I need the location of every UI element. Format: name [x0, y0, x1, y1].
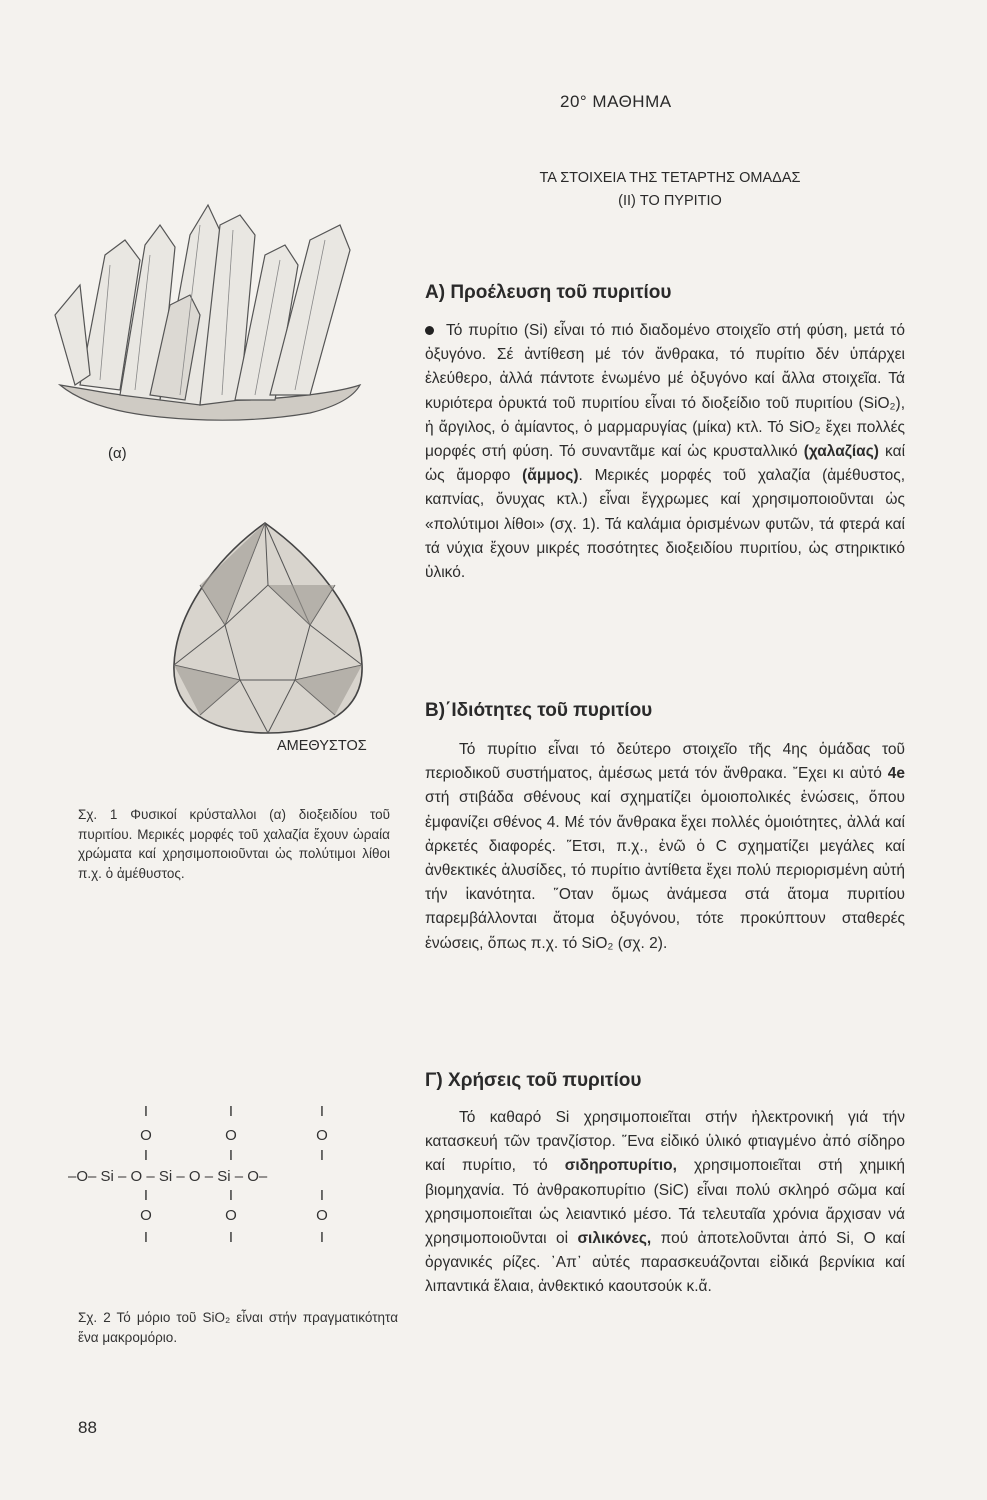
sio2-chain-row: –O– Si – O – Si – O – Si – O– — [68, 1168, 268, 1185]
oxygen-atom: O — [316, 1207, 328, 1224]
amethyst-gem-illustration — [160, 515, 375, 740]
chapter-title: ΤΑ ΣΤΟΙΧΕΙΑ ΤΗΣ ΤΕΤΑΡΤΗΣ ΟΜΑΔΑΣ — [539, 170, 801, 186]
bond: I — [228, 1147, 234, 1164]
bullet-icon — [425, 326, 434, 335]
section-c-heading: Γ) Χρήσεις τοῦ πυριτίου — [425, 1070, 642, 1091]
bond-top: I — [319, 1103, 325, 1120]
quartz-term: (χαλαζίας) — [803, 443, 879, 461]
chapter-subtitle: (II) ΤΟ ΠΥΡΙΤΙΟ — [618, 193, 722, 209]
bond-top: I — [228, 1103, 234, 1120]
section-c-paragraph: Τό καθαρό Si χρησιμοποιεῖται στήν ἠλεκτρονική γιά τήν κατασκευή τῶν τρανζίστορ. ῞Ενα εἰδικό ὑλικό φτιαγμένο ἀπό σίδηρο καί πυρίτιο, τό σιδηροπυρίτιο, χρησιμοποιεῖται στή χημική βιομηχανία. Τό ἀνθρακοπυρίτιο (SiC) εἶναι πολύ σκληρό σῶμα καί χρησιμοποιεῖται ὡς λειαντικό μέσο. Τά τελευταῖα χρόνια ἄρχισαν νά χρησιμοποιοῦνται οἱ σιλικόνες, πού ἀποτελοῦνται ἀπό Si, O καί ὀργανικές ρίζες. ᾽Απ᾽ αὐτές παρασκευάζονται εἰδικά βερνίκια καί λιπαντικά ἔλαια, ἀνθεκτικό καουτσούκ κ.ἄ. — [425, 1109, 906, 1296]
valence-electrons: 4e — [887, 765, 905, 783]
quartz-crystals-illustration — [50, 195, 370, 440]
oxygen-atom: O — [140, 1207, 152, 1224]
oxygen-atom: O — [316, 1127, 328, 1144]
silicones-term: σιλικόνες, — [577, 1230, 652, 1248]
bond: I — [228, 1187, 234, 1204]
bond-bottom: I — [228, 1229, 234, 1246]
bond: I — [319, 1187, 325, 1204]
sio2-structure-diagram — [68, 1100, 398, 1250]
oxygen-atom: O — [225, 1127, 237, 1144]
bond-bottom: I — [143, 1229, 149, 1246]
lesson-title: 20° ΜΑΘΗΜΑ — [560, 92, 672, 111]
bond-top: I — [143, 1103, 149, 1120]
figure2-caption: Σχ. 2 Τό μόριο τοῦ SiO₂ εἶναι στήν πραγματικότητα ἕνα μακρομόριο. — [78, 1310, 398, 1345]
si-unit-3 — [316, 1103, 328, 1246]
ferrosilicon-term: σιδηροπυρίτιο, — [564, 1157, 677, 1175]
bond: I — [143, 1147, 149, 1164]
bond: I — [319, 1147, 325, 1164]
amethyst-label: ΑΜΕΘΥΣΤΟΣ — [277, 738, 367, 754]
figure1-caption: Σχ. 1 Φυσικοί κρύσταλλοι (α) διοξειδίου τοῦ πυριτίου. Μερικές μορφές τοῦ χαλαζία ἔχουν ὡραία χρώματα καί χρησιμοποιοῦνται ὡς πολύτιμοι λίθοι π.χ. ὁ ἀμέθυστος. — [78, 807, 390, 881]
bond: I — [143, 1187, 149, 1204]
oxygen-atom: O — [140, 1127, 152, 1144]
oxygen-atom: O — [225, 1207, 237, 1224]
section-b-paragraph: Τό πυρίτιο εἶναι τό δεύτερο στοιχεῖο τῆς 4ης ὁμάδας τοῦ περιοδικοῦ συστήματος, ἀμέσως μετά τόν ἄνθρακα. ῎Εχει κι αὐτό 4e στή στιβάδα σθένους καί σχηματίζει ὁμοιοπολικές ἑνώσεις, ὅπου ἐμφανίζει σθένος 4. Μέ τόν ἄνθρακα ἔχει πολλές ὁμοιότητες, ἀλλά καί ἀρκετές διαφορές. ῞Ετσι, π.χ., ἐνῶ ὁ C σχηματίζει μεγάλες καί ἀνθεκτικές ἁλυσίδες, τό πυρίτιο ἀντίθετα ἔχει πολύ περιορισμένη αὐτή τήν ἱκανότητα. ῞Οταν ὅμως ἀνάμεσα στά ἄτομα πυριτίου παρεμβάλλονται ἄτομα ὀξυγόνου, τότε προκύπτουν σταθερές ἑνώσεις, ὅπως π.χ. τό SiO₂ (σχ. 2). — [425, 741, 905, 952]
figure-label-a: (α) — [108, 445, 127, 462]
section-b-heading: Β)΄Ιδιότητες τοῦ πυριτίου — [425, 700, 653, 721]
page-number: 88 — [78, 1418, 97, 1437]
section-a-heading: Α) Προέλευση τοῦ πυριτίου — [425, 282, 672, 303]
sand-term: (ἄμμος) — [522, 467, 579, 485]
bond-bottom: I — [319, 1229, 325, 1246]
section-a-paragraph: Τό πυρίτιο (Si) εἶναι τό πιό διαδομένο στοιχεῖο στή φύση, μετά τό ὀξυγόνο. Σέ ἀντίθεση μέ τόν ἄνθρακα, τό πυρίτιο δέν ὑπάρχει ἐλεύθερο, ἀλλά πάντοτε ἑνωμένο μέ ὀξυγόνο καί ἄλλα στοιχεῖα. Τά κυριότερα ὀρυκτά τοῦ πυριτίου εἶναι τό διοξείδιο τοῦ πυριτίου (SiO₂), ἡ ἄργιλος, ὁ ἀμίαντος, ὁ μαρμαρυγίας (μίκα) κτλ. Τό SiO₂ ἔχει πολλές μορφές στή φύση. Τό συναντᾶμε καί ὡς κρυσταλλικό (χαλαζίας) καί ὡς ἄμορφο (ἄμμος). Μερικές μορφές τοῦ χαλαζία (ἀμέθυστος, καπνίας, ὄνυχας κτλ.) εἶναι ἔγχρωμες καί χρησιμοποιοῦνται ὡς «πολύτιμοι λίθοι» (σχ. 1). Τά καλάμια ὁρισμένων φυτῶν, τά φτερά καί τά νύχια ἔχουν μικρές ποσότητες διοξειδίου πυριτίου, ὡς στηρικτικό ὑλικό. — [425, 322, 906, 582]
